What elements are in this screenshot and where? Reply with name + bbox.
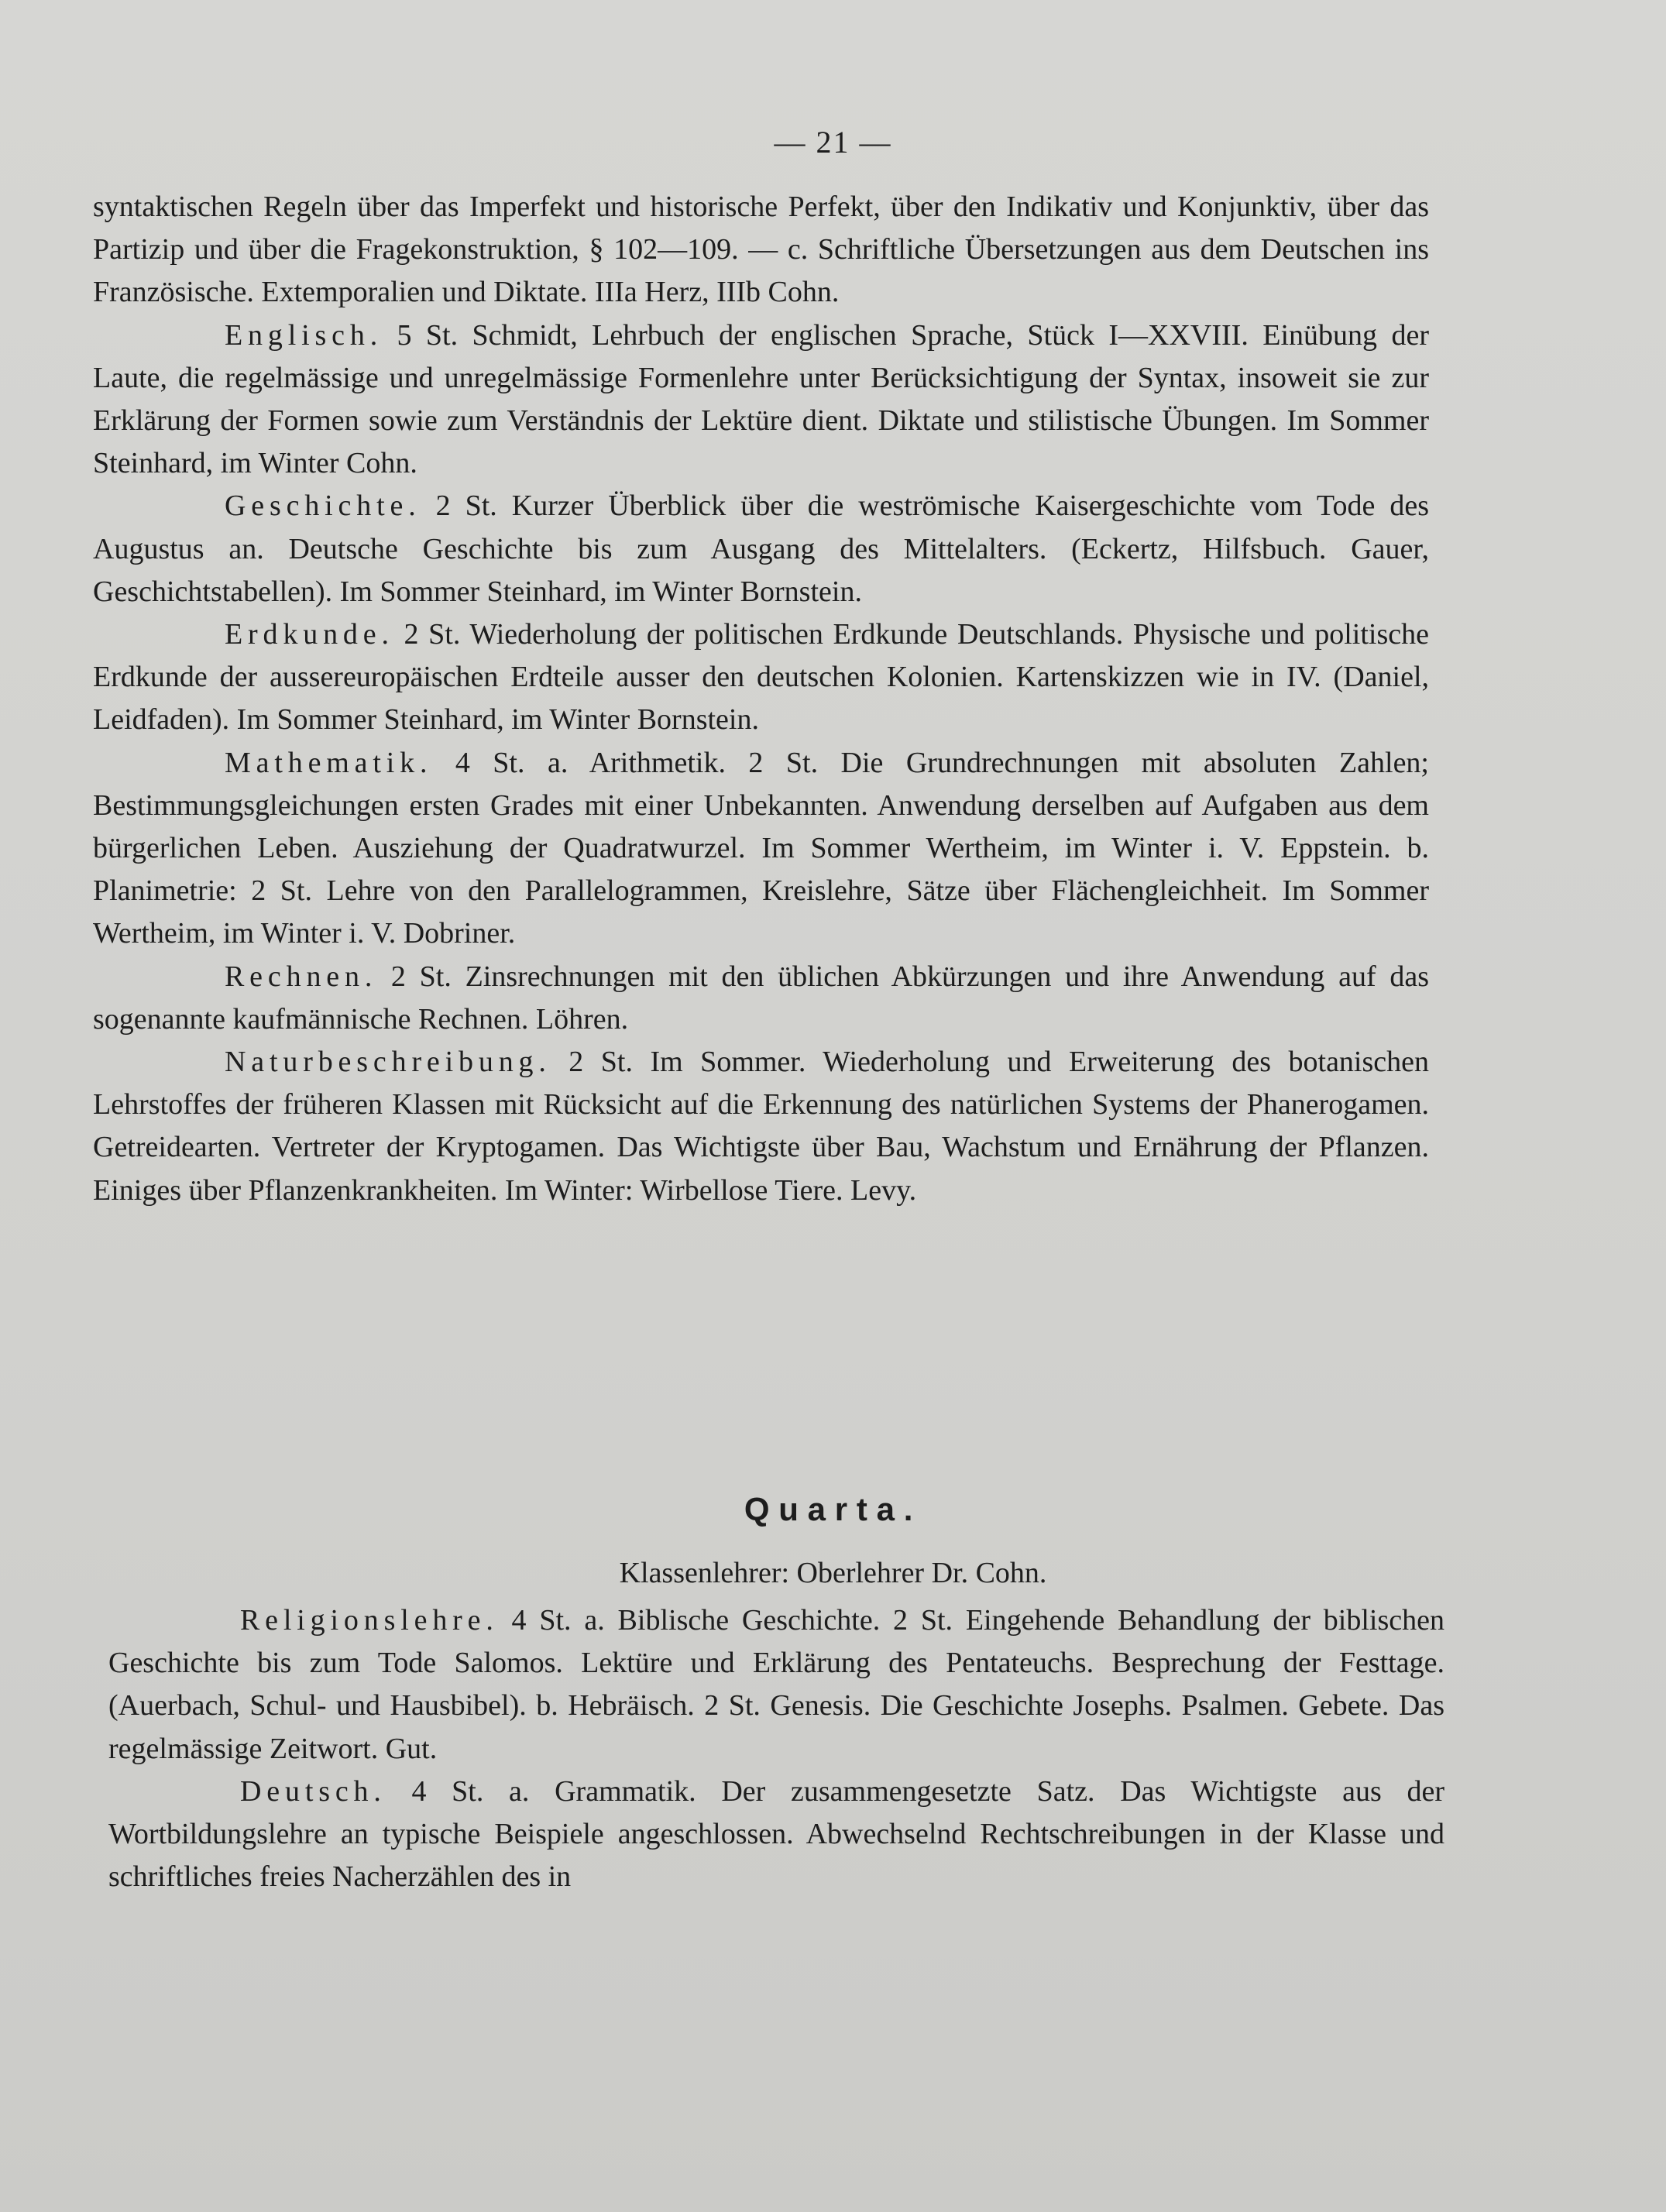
paragraph-text: syntaktischen Regeln über das Imperfekt und historische Perfekt, über den Indikativ und Konjunktiv, über das Partizip und über die Fragekonstruktion, § 102—109. — c. Schriftliche Übersetzungen aus dem Deutschen ins Französische. Extemporalien und Diktate. IIIa Herz, IIIb Cohn. xyxy=(93,191,1429,309)
subject-heading: Erdkunde. xyxy=(225,618,394,651)
subject-deutsch xyxy=(108,1771,1444,1899)
subject-religionslehre xyxy=(108,1599,1444,1771)
subject-mathematik xyxy=(93,742,1429,956)
subject-heading: Mathematik. xyxy=(225,746,433,779)
quarta-subject-listing xyxy=(108,1599,1444,1898)
paragraph-text: 2 St. Kurzer Überblick über die weströmische Kaisergeschichte vom Tode des Augustus an. Deutsche Geschichte bis zum Ausgang des Mittelalters. (Eckertz, Hilfsbuch. Gauer, Geschichtstabellen). Im Sommer Steinhard, im Winter Bornstein. xyxy=(93,489,1429,608)
subject-heading: Religionslehre. xyxy=(240,1604,499,1637)
paragraph-text: 4 St. a. Grammatik. Der zusammengesetzte Satz. Das Wichtigste aus der Wortbildungslehre an typische Beispiele angeschlossen. Abwechselnd Rechtschreibungen in der Klasse und schriftliches freies Nacherzählen des in xyxy=(108,1774,1444,1894)
subject-englisch xyxy=(93,314,1429,486)
paragraph-text: 4 St. a. Arithmetik. 2 St. Die Grundrechnungen mit absoluten Zahlen; Bestimmungsgleichungen ersten Grades mit einer Unbekannten. Anwendung derselben auf Aufgaben aus dem bürgerlichen Leben. Ausziehung der Quadratwurzel. Im Sommer Wertheim, im Winter i. V. Eppstein. b. Planimetrie: 2 St. Lehre von den Parallelogrammen, Kreislehre, Sätze über Flächengleichheit. Im Sommer Wertheim, im Winter i. V. Dobriner. xyxy=(93,746,1429,950)
paragraph-text: 2 St. Im Sommer. Wiederholung und Erweiterung des botanischen Lehrstoffes der früheren Klassen mit Rücksicht auf die Erkennung des natürlichen Systems der Phanerogamen. Getreidearten. Vertreter der Kryptogamen. Das Wichtigste über Bau, Wachstum und Ernährung der Pflanzen. Einiges über Pflanzenkrankheiten. Im Winter: Wirbellose Tiere. Levy. xyxy=(93,1046,1430,1207)
subject-erdkunde xyxy=(93,613,1429,742)
paragraph-text: 4 St. a. Biblische Geschichte. 2 St. Eingehende Behandlung der biblischen Geschichte bis zum Tode Salomos. Lektüre und Erklärung des Pentateuchs. Besprechung der Festtage. (Auerbach, Schul- und Hausbibel). b. Hebräisch. 2 St. Genesis. Die Geschichte Josephs. Psalmen. Gebete. Das regelmässige Zeitwort. Gut. xyxy=(108,1604,1445,1765)
subject-heading: Deutsch. xyxy=(240,1774,386,1808)
paragraph-text: 2 St. Wiederholung der politischen Erdkunde Deutschlands. Physische und politische Erdkunde der aussereuropäischen Erdteile ausser den deutschen Kolonien. Kartenskizzen wie in IV. (Daniel, Leidfaden). Im Sommer Steinhard, im Winter Bornstein. xyxy=(93,618,1429,737)
paragraph-text: 5 St. Schmidt, Lehrbuch der englischen Sprache, Stück I—XXVIII. Einübung der Laute, die regelmässige und unregelmässige Formenlehre unter Berücksichtigung der Syntax, insoweit sie zur Erklärung der Formen sowie zum Verständnis der Lektüre dient. Diktate und stilistische Übungen. Im Sommer Steinhard, im Winter Cohn. xyxy=(93,318,1429,480)
subject-listing xyxy=(93,186,1429,1212)
subject-geschichte xyxy=(93,485,1429,613)
section-title: Quarta. xyxy=(744,1491,922,1527)
subject-naturbeschreibung xyxy=(93,1041,1429,1212)
subject-rechnen xyxy=(93,956,1429,1041)
class-teacher-line: Klassenlehrer: Oberlehrer Dr. Cohn. xyxy=(619,1557,1047,1589)
subject-heading: Englisch. xyxy=(225,318,383,352)
paragraph-text: 2 St. Zinsrechnungen mit den üblichen Abkürzungen und ihre Anwendung auf das sogenannte kaufmännische Rechnen. Löhren. xyxy=(93,960,1429,1036)
subject-heading: Naturbeschreibung. xyxy=(225,1046,551,1079)
quarta-header xyxy=(0,1491,1666,1590)
continuation-paragraph xyxy=(93,186,1429,314)
page-number: — 21 — xyxy=(774,125,892,160)
subject-heading: Rechnen. xyxy=(225,960,378,993)
subject-heading: Geschichte. xyxy=(225,489,421,523)
